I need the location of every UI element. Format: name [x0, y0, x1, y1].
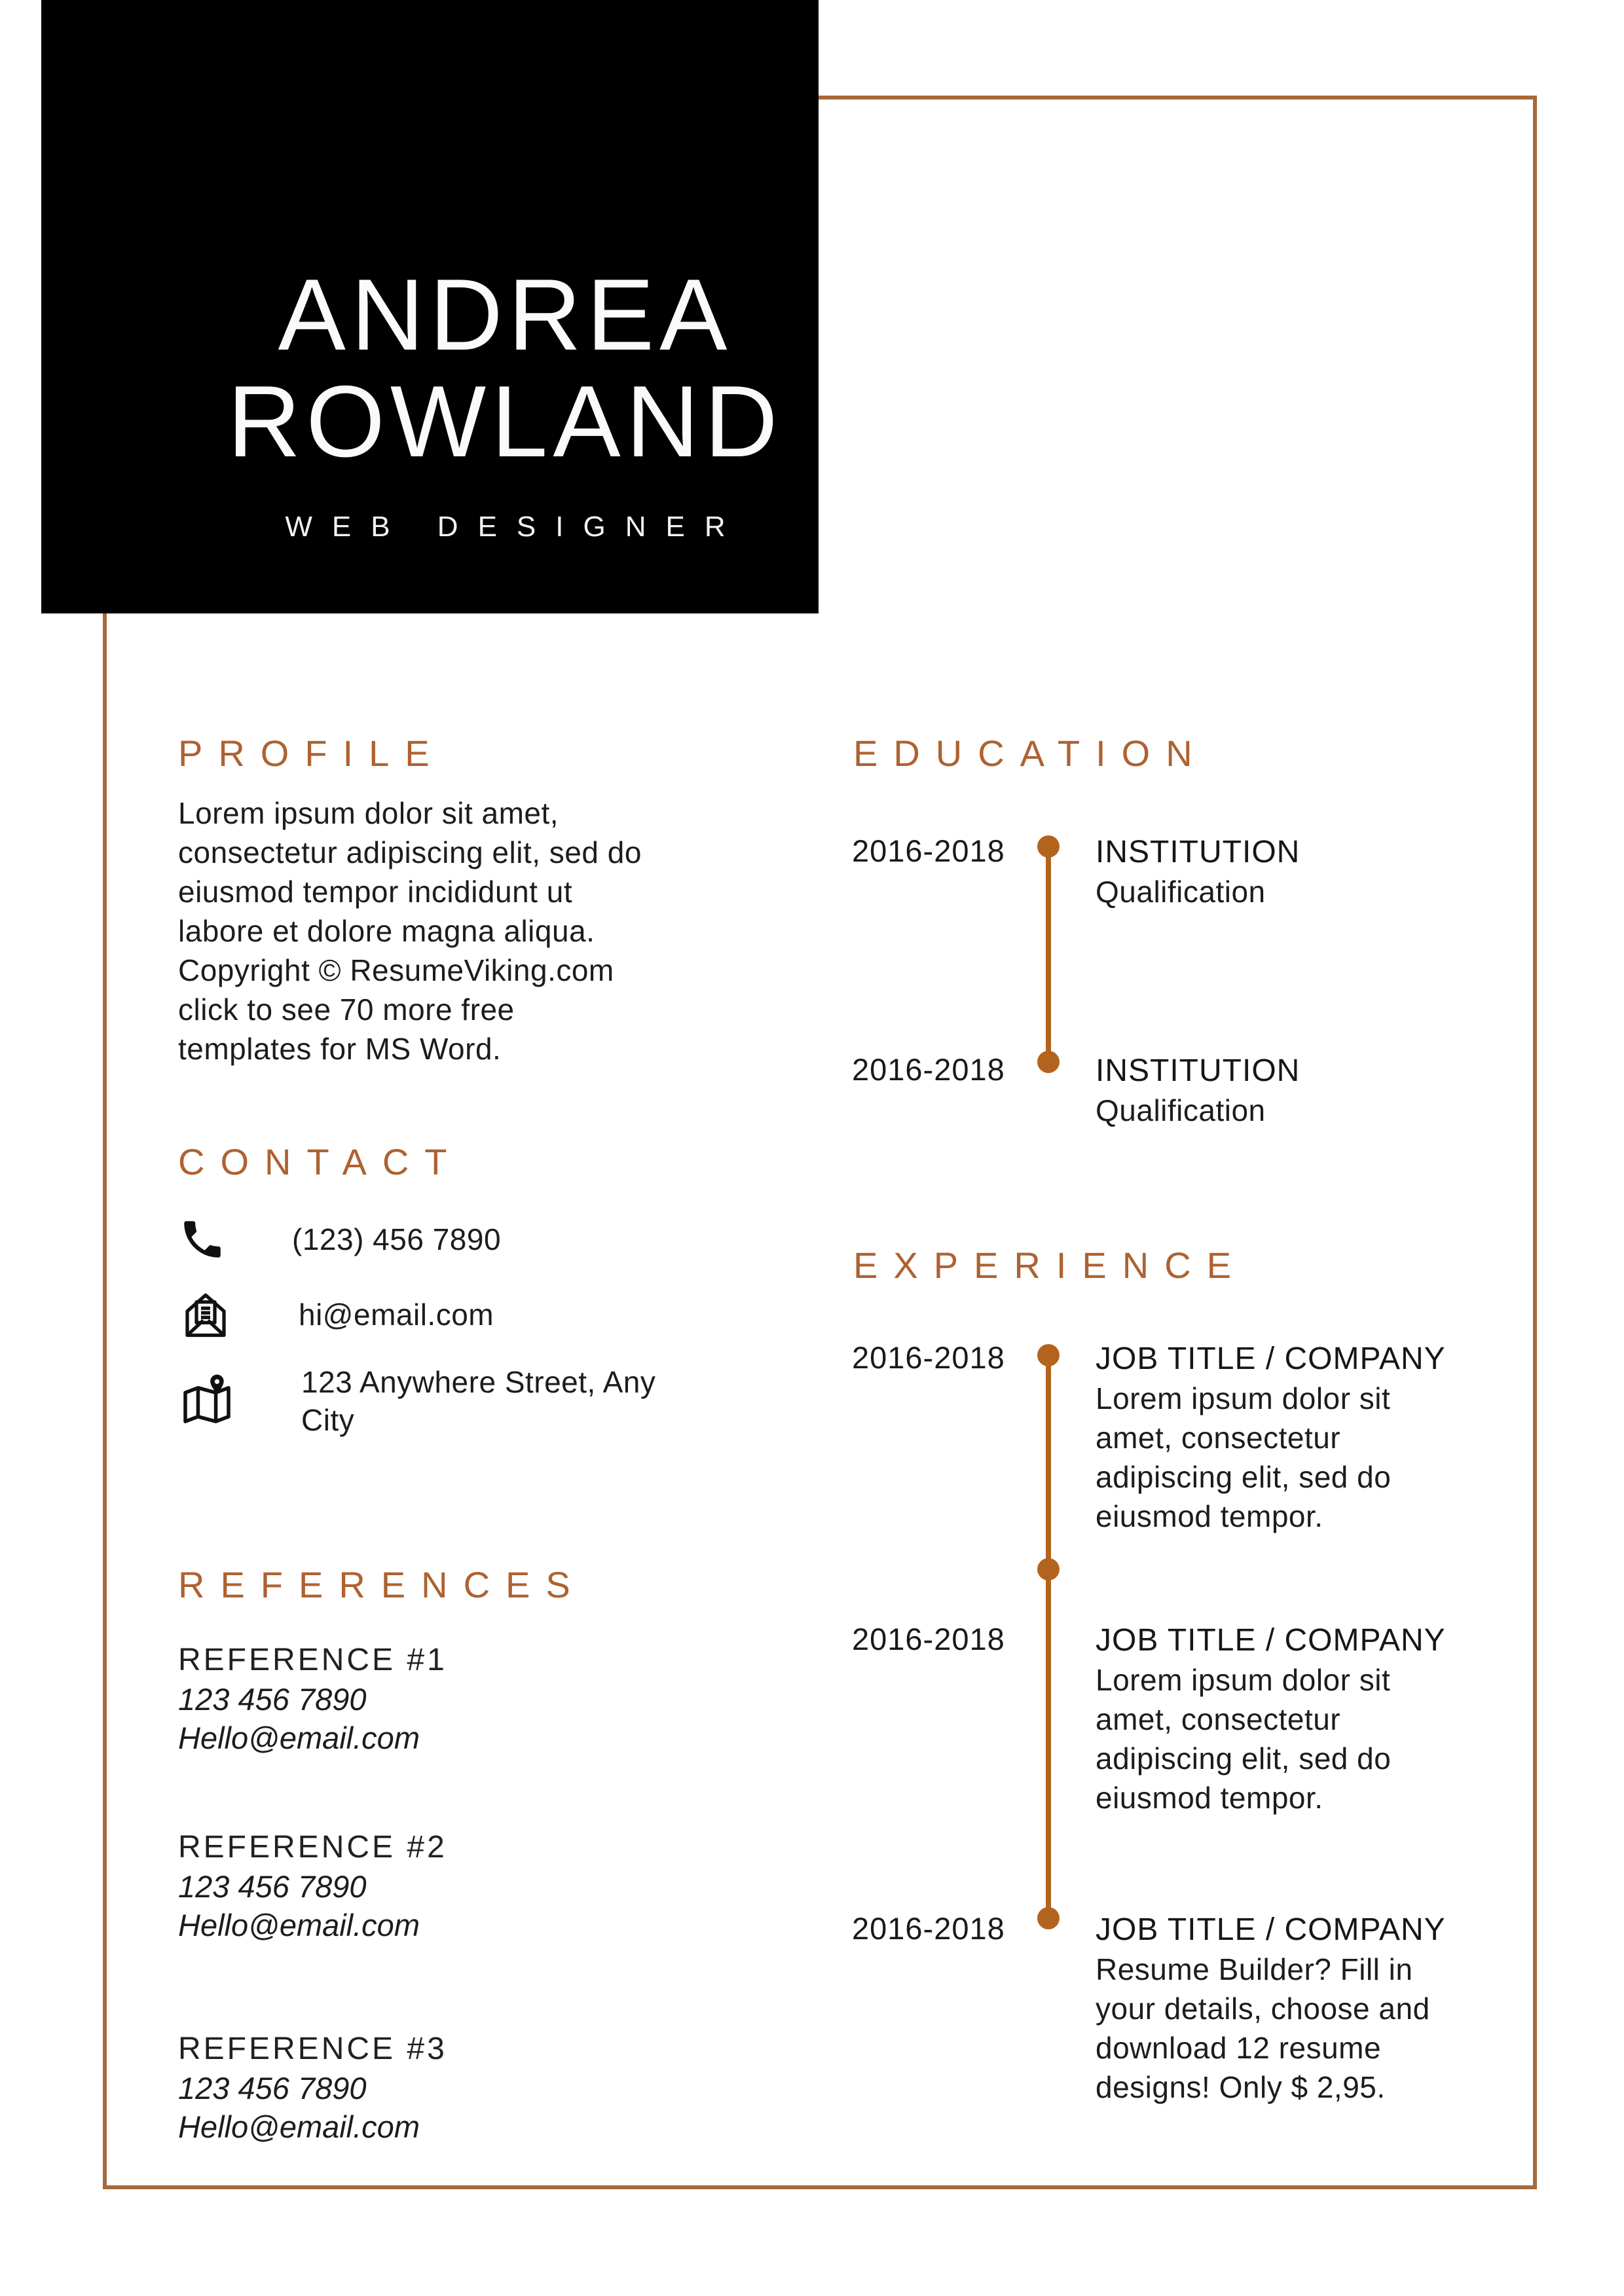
job-subtitle: WEB DESIGNER — [285, 510, 745, 543]
profile-text: Lorem ipsum dolor sit amet, consectetur adipiscing elit, sed do eiusmod tempor incididunt ut labore et dolore magna aliqua. Copyright © ResumeViking.com click to see 70 more free templates for MS Word. — [178, 796, 642, 1066]
experience-timeline-dot — [1037, 1558, 1060, 1580]
qualification: Qualification — [1096, 875, 1266, 909]
mail-icon — [178, 1287, 233, 1342]
reference-name: REFERENCE #3 — [178, 2032, 447, 2066]
job-title: JOB TITLE / COMPANY — [1096, 1341, 1446, 1376]
job-title: JOB TITLE / COMPANY — [1096, 1623, 1446, 1658]
reference-email: Hello@email.com — [178, 1721, 420, 1755]
reference-email: Hello@email.com — [178, 1908, 420, 1942]
reference-block-3 — [178, 2030, 447, 2146]
contact-row-phone — [178, 1215, 501, 1264]
reference-block-1 — [178, 1641, 447, 1757]
name-line-1: ANDREA — [278, 258, 733, 371]
experience-timeline-dot — [1037, 1344, 1060, 1366]
reference-block-2 — [178, 1828, 447, 1944]
experience-timeline-line — [1046, 1355, 1051, 1918]
experience-heading: EXPERIENCE — [853, 1245, 1247, 1286]
name-block — [192, 258, 819, 543]
map-icon — [178, 1372, 236, 1430]
institution-name: INSTITUTION — [1096, 1053, 1301, 1088]
name-line-2: ROWLAND — [227, 364, 783, 478]
education-entry-2 — [1096, 1051, 1554, 1130]
job-description: Lorem ipsum dolor sit amet, consectetur adipiscing elit, sed do eiusmod tempor. — [1096, 1381, 1392, 1533]
experience-dates: 2016-2018 — [852, 1911, 1005, 1946]
job-title: JOB TITLE / COMPANY — [1096, 1912, 1446, 1947]
education-heading: EDUCATION — [853, 733, 1208, 774]
experience-dates: 2016-2018 — [852, 1622, 1005, 1656]
institution-name: INSTITUTION — [1096, 835, 1301, 869]
contact-row-email — [178, 1287, 494, 1342]
contact-row-address — [178, 1363, 655, 1439]
contact-address-value: 123 Anywhere Street, Any City — [301, 1365, 656, 1437]
reference-phone: 123 456 7890 — [178, 1869, 367, 1904]
job-description: Resume Builder? Fill in your details, choose and download 12 resume designs! Only $ 2,95. — [1096, 1952, 1430, 2104]
education-dates: 2016-2018 — [852, 1052, 1005, 1087]
education-timeline-line — [1046, 847, 1051, 1062]
reference-phone: 123 456 7890 — [178, 1682, 367, 1717]
experience-entry-2 — [1096, 1621, 1554, 1817]
header-block — [41, 0, 819, 613]
education-entry-1 — [1096, 833, 1554, 911]
education-dates: 2016-2018 — [852, 833, 1005, 868]
experience-timeline-dot — [1037, 1907, 1060, 1929]
contact-email-value: hi@email.com — [299, 1298, 494, 1332]
contact-phone-value: (123) 456 7890 — [292, 1222, 502, 1256]
contact-heading: CONTACT — [178, 1141, 463, 1182]
reference-phone: 123 456 7890 — [178, 2071, 367, 2105]
reference-email: Hello@email.com — [178, 2109, 420, 2144]
reference-name: REFERENCE #1 — [178, 1643, 447, 1677]
references-heading: REFERENCES — [178, 1564, 586, 1605]
job-description: Lorem ipsum dolor sit amet, consectetur adipiscing elit, sed do eiusmod tempor. — [1096, 1663, 1392, 1815]
experience-entry-3 — [1096, 1910, 1554, 2107]
education-timeline-dot — [1037, 1051, 1060, 1073]
phone-icon — [178, 1215, 227, 1264]
education-timeline-dot — [1037, 835, 1060, 858]
experience-dates: 2016-2018 — [852, 1340, 1005, 1375]
reference-name: REFERENCE #2 — [178, 1830, 447, 1865]
qualification: Qualification — [1096, 1093, 1266, 1127]
profile-heading: PROFILE — [178, 733, 445, 774]
experience-entry-1 — [1096, 1339, 1554, 1536]
